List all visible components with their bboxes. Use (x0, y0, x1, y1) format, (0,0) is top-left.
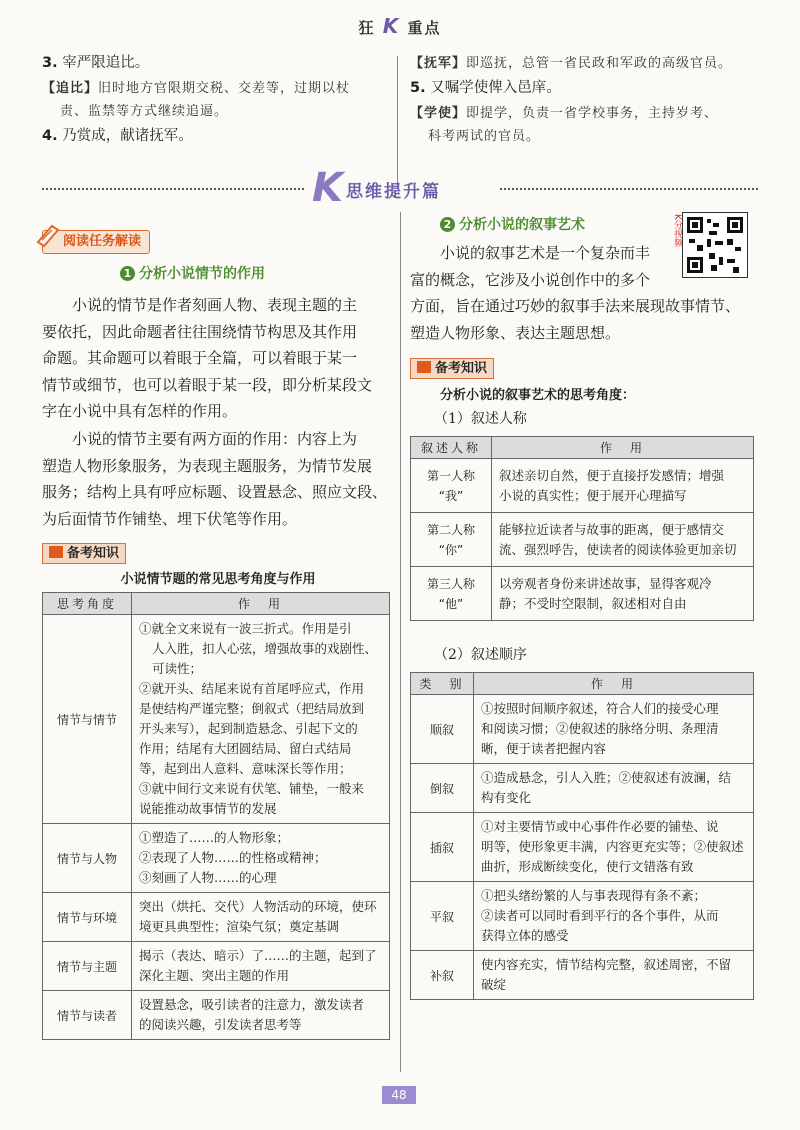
narrative-person-table (410, 436, 754, 621)
cell-line: 和阅读习惯；②使叙述的脉络分明、条理清 (481, 721, 719, 736)
gloss-term: 【追比】 (42, 81, 99, 96)
cell-line: 作用；结尾有大团圆结局、留白式结局 (139, 741, 352, 756)
left-paragraph-1 (42, 292, 394, 425)
table-value-cell (492, 513, 754, 567)
paragraph-line: 为后面情节作铺垫、埋下伏笔等作用。 (42, 509, 298, 528)
header-logo-k: K (382, 14, 401, 38)
exam-knowledge-badge-right (410, 357, 494, 376)
item-number: 3. (42, 55, 58, 71)
angle-title: 分析小说的叙事艺术的思考角度： (440, 388, 636, 403)
cell-line: ②就开头、结尾来说有首尾呼应式，作用 (139, 681, 365, 696)
subheading-order: （2）叙述顺序 (434, 647, 527, 663)
table-value-cell (474, 764, 754, 813)
column-divider-main (400, 212, 401, 1072)
cell-line: 人入胜，扣人心弦，增强故事的戏剧性、 (152, 641, 378, 656)
table-value-cell (474, 882, 754, 951)
scroll-icon (34, 222, 60, 248)
cell-line: ①就全文来说有一波三折式。作用是引 (139, 621, 352, 636)
cell-line: 获得立体的感受 (481, 928, 569, 943)
table-header-cell: 思考角度 (43, 593, 132, 615)
gloss-term: 【学使】 (410, 106, 467, 121)
paragraph-line: 富的概念，它涉及小说创作中的多个 (410, 270, 651, 289)
table-row (43, 942, 390, 991)
badge-label: 备考知识 (435, 361, 488, 376)
table-value-cell (474, 695, 754, 764)
gloss-text: 旧时地方官限期交税、交差等，过期以杖 (98, 81, 351, 96)
banner-dotted-line-left (42, 188, 304, 198)
item-text: 又嘱学使俾入邑庠。 (430, 80, 561, 96)
gloss-text-cont: 科考两试的官员。 (428, 129, 541, 144)
cell-line: 小说的真实性；便于展开心理描写 (499, 487, 687, 503)
table-key-cell: 倒叙 (411, 764, 474, 813)
section-1-title (120, 263, 265, 283)
page-header (0, 14, 800, 38)
table-header-cell: 叙述人称 (411, 437, 492, 459)
paragraph-line: 要依托，因此命题者往往围绕情节构思及其作用 (42, 322, 358, 341)
cell-line: ①按照时间顺序叙述，符合人们的接受心理 (481, 701, 719, 716)
cell-line: “你” (438, 542, 464, 557)
table-row (411, 882, 754, 951)
video-label: K分视频 (672, 214, 682, 247)
cell-line: 破绽 (481, 977, 507, 992)
table-key-cell: 情节与情节 (43, 615, 132, 824)
table-row (411, 951, 754, 1000)
reading-task-label: 阅读任务解读 (63, 234, 142, 249)
table-row (411, 695, 754, 764)
cell-line: 境更具典型性；渲染气氛；奠定基调 (139, 919, 340, 934)
table-row (43, 615, 390, 824)
table-key-cell (411, 567, 492, 621)
table-row (43, 893, 390, 942)
cell-line: 深化主题、突出主题的作用 (139, 968, 290, 983)
cell-line: 静；不受时空限制，叙述相对自由 (499, 595, 687, 611)
paragraph-line: 小说的情节是作者刻画人物、表现主题的主 (72, 296, 358, 314)
section-number-badge: 1 (120, 266, 135, 281)
cell-line: “我” (438, 488, 464, 503)
table-value-cell (492, 459, 754, 513)
cell-line: 明等，使形象更丰满，内容更充实等；②使叙述 (481, 839, 744, 854)
cell-line: 晰，便于读者把握内容 (481, 741, 607, 756)
right-paragraph-1 (410, 240, 755, 346)
cell-line: 可读性； (152, 661, 203, 676)
cell-line: ①造成悬念，引人入胜；②使叙述有波澜，结 (481, 770, 732, 785)
table-value-cell (132, 615, 390, 824)
paragraph-line: 情节或细节，也可以着眼于某一段，即分析某段文 (42, 375, 373, 394)
table-value-cell (132, 893, 390, 942)
page-number: 48 (382, 1086, 416, 1104)
table-row (43, 991, 390, 1040)
cell-line: 构有变化 (481, 790, 532, 805)
cell-line: 流、强烈呼告，使读者的阅读体验更加亲切 (499, 541, 737, 557)
cell-line: 第二人称 (426, 522, 475, 537)
cell-line: 能够拉近读者与故事的距离，便于感情交 (499, 521, 725, 537)
book-icon (49, 546, 63, 558)
cell-line: ③就中间行文来说有伏笔、铺垫，一般来 (139, 781, 365, 796)
item-text: 宰严限追比。 (62, 55, 150, 71)
cell-line: ①塑造了……的人物形象； (139, 830, 290, 845)
cell-line: 第一人称 (426, 468, 475, 483)
table-row (411, 567, 754, 621)
table-key-cell: 顺叙 (411, 695, 474, 764)
section-banner (312, 165, 492, 211)
table-row (411, 513, 754, 567)
table-key-cell: 补叙 (411, 951, 474, 1000)
table-value-cell (132, 824, 390, 893)
header-title-post: 重点 (407, 19, 442, 37)
exam-knowledge-badge-left (42, 542, 126, 561)
plot-function-table (42, 592, 390, 1040)
table-header-cell: 类 别 (411, 673, 474, 695)
subheading-person: （1）叙述人称 (434, 411, 527, 427)
cell-line: 是使结构严谨完整；倒叙式（把结局放到 (139, 701, 365, 716)
paragraph-line: 命题。其命题可以着眼于全篇，可以着眼于某一 (42, 349, 358, 367)
paragraph-line: 字在小说中具有怎样的作用。 (42, 402, 238, 420)
badge-label: 备考知识 (67, 546, 120, 561)
table-key-cell: 情节与读者 (43, 991, 132, 1040)
table-row (411, 813, 754, 882)
item-number: 4. (42, 128, 58, 144)
table-key-cell: 情节与主题 (43, 942, 132, 991)
paragraph-line: 塑造人物形象、表达主题思想。 (410, 323, 621, 342)
table-header-cell: 作 用 (474, 673, 754, 695)
paragraph-line: 服务；结构上具有呼应标题、设置悬念、照应文段、 (42, 483, 388, 501)
cell-line: 曲折，形成断续变化，使行文错落有致 (481, 859, 694, 874)
table-row (411, 764, 754, 813)
gloss-text-cont: 责、监禁等方式继续追逼。 (60, 104, 229, 119)
cell-line: 揭示（表达、暗示）了……的主题，起到了 (139, 948, 377, 963)
table-header-cell: 作 用 (492, 437, 754, 459)
item-number: 5. (410, 80, 426, 96)
section-2-title (440, 214, 585, 234)
cell-line: ①把头绪纷繁的人与事表现得有条不紊； (481, 888, 707, 903)
banner-title: 思维提升篇 (346, 182, 441, 202)
paragraph-line: 小说的叙事艺术是一个复杂而丰 (440, 244, 651, 262)
table-header-cell: 作 用 (132, 593, 390, 615)
table-value-cell (474, 951, 754, 1000)
section-title-text: 分析小说的叙事艺术 (459, 217, 585, 233)
banner-dotted-line-right (500, 188, 758, 198)
table-key-cell: 情节与环境 (43, 893, 132, 942)
paragraph-line: 塑造人物形象服务，为表现主题服务，为情节发展 (42, 456, 373, 475)
cell-line: ②读者可以同时看到平行的各个事件，从而 (481, 908, 719, 923)
header-title-pre: 狂 (358, 19, 376, 37)
top-right-block (410, 52, 760, 148)
cell-line: 等，起到出人意料、意味深长等作用； (139, 761, 352, 776)
cell-line: 以旁观者身份来讲述故事，显得客观冷 (499, 575, 712, 591)
table-value-cell (474, 813, 754, 882)
table-key-cell: 情节与人物 (43, 824, 132, 893)
table-value-cell (492, 567, 754, 621)
paragraph-line: 方面，旨在通过巧妙的叙事手法来展现故事情节、 (410, 297, 741, 315)
cell-line: 突出（烘托、交代）人物活动的环境，使环 (139, 899, 377, 914)
section-title-text: 分析小说情节的作用 (139, 266, 265, 282)
table-row (43, 824, 390, 893)
table-value-cell (132, 942, 390, 991)
cell-line: 叙述亲切自然，便于直接抒发感情；增强 (499, 467, 725, 483)
gloss-text: 即巡抚，总管一省民政和军政的高级官员。 (466, 56, 733, 71)
cell-line: 使内容充实，情节结构完整，叙述周密，不留 (481, 957, 732, 972)
book-icon (417, 361, 431, 373)
banner-k-logo: K (312, 165, 343, 211)
column-divider-top (397, 56, 398, 186)
paragraph-line: 小说的情节主要有两方面的作用：内容上为 (72, 430, 358, 448)
top-left-block (42, 52, 392, 148)
cell-line: 设置悬念，吸引读者的注意力，激发读者 (139, 997, 365, 1012)
table-key-cell: 平叙 (411, 882, 474, 951)
table-key-cell (411, 513, 492, 567)
narrative-order-table (410, 672, 754, 1000)
cell-line: 第三人称 (426, 576, 475, 591)
cell-line: 的阅读兴趣，引发读者思考等 (139, 1017, 302, 1032)
table-key-cell: 插叙 (411, 813, 474, 882)
gloss-term: 【抚军】 (410, 56, 467, 71)
cell-line: ①对主要情节或中心事件作必要的铺垫、说 (481, 819, 719, 834)
table-caption: 小说情节题的常见思考角度与作用 (120, 572, 316, 587)
item-text: 乃赏成，献诸抚军。 (62, 128, 193, 144)
gloss-text: 即提学，负责一省学校事务，主持岁考、 (466, 106, 719, 121)
left-paragraph-2 (42, 426, 394, 532)
cell-line: ②表现了人物……的性格或精神； (139, 850, 327, 865)
section-number-badge: 2 (440, 217, 455, 232)
cell-line: 开头来写），起到制造悬念、引起下文的 (139, 721, 358, 736)
table-key-cell (411, 459, 492, 513)
cell-line: ③刻画了人物……的心理 (139, 870, 277, 885)
table-row (411, 459, 754, 513)
table-value-cell (132, 991, 390, 1040)
cell-line: “他” (438, 596, 464, 611)
cell-line: 说能推动故事情节的发展 (139, 801, 277, 816)
